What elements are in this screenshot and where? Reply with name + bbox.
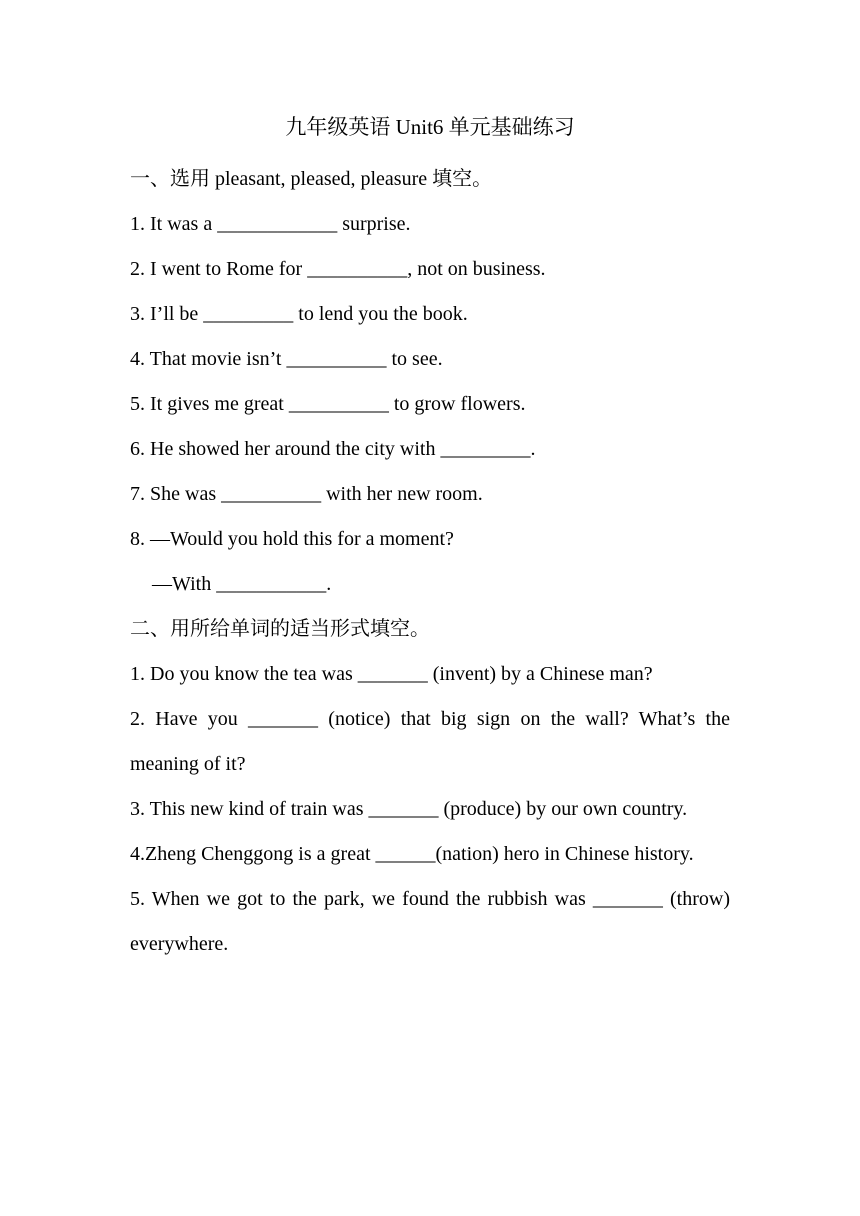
section1-question-8: 8. —Would you hold this for a moment? bbox=[130, 528, 454, 550]
section2-question-2: 2. Have you _______ (notice) that big sign on the wall? What’s the meaning of it? bbox=[130, 708, 730, 775]
page-title: 九年级英语 Unit6 单元基础练习 bbox=[285, 115, 575, 139]
section2-question-1: 1. Do you know the tea was _______ (invent) by a Chinese man? bbox=[130, 663, 653, 685]
section2-heading: 二、用所给单词的适当形式填空。 bbox=[130, 618, 430, 640]
section2-question-5: 5. When we got to the park, we found the rubbish was _______ (throw) everywhere. bbox=[130, 888, 730, 955]
section1-question-7: 7. She was __________ with her new room. bbox=[130, 483, 483, 505]
section1-question-3: 3. I’ll be _________ to lend you the book. bbox=[130, 303, 468, 325]
worksheet-content bbox=[130, 157, 730, 967]
section2-question-4: 4.Zheng Chenggong is a great ______(nation) hero in Chinese history. bbox=[130, 843, 694, 865]
section1-question-5: 5. It gives me great __________ to grow flowers. bbox=[130, 393, 526, 415]
section1-question-1: 1. It was a ____________ surprise. bbox=[130, 213, 411, 235]
section1-question-6: 6. He showed her around the city with _________. bbox=[130, 438, 536, 460]
section1-question-8-reply: —With ___________. bbox=[152, 573, 332, 595]
section1-heading: 一、选用 pleasant, pleased, pleasure 填空。 bbox=[130, 168, 493, 190]
section1-question-2: 2. I went to Rome for __________, not on business. bbox=[130, 258, 546, 280]
section2-question-3: 3. This new kind of train was _______ (produce) by our own country. bbox=[130, 798, 688, 820]
section1-question-4: 4. That movie isn’t __________ to see. bbox=[130, 348, 443, 370]
